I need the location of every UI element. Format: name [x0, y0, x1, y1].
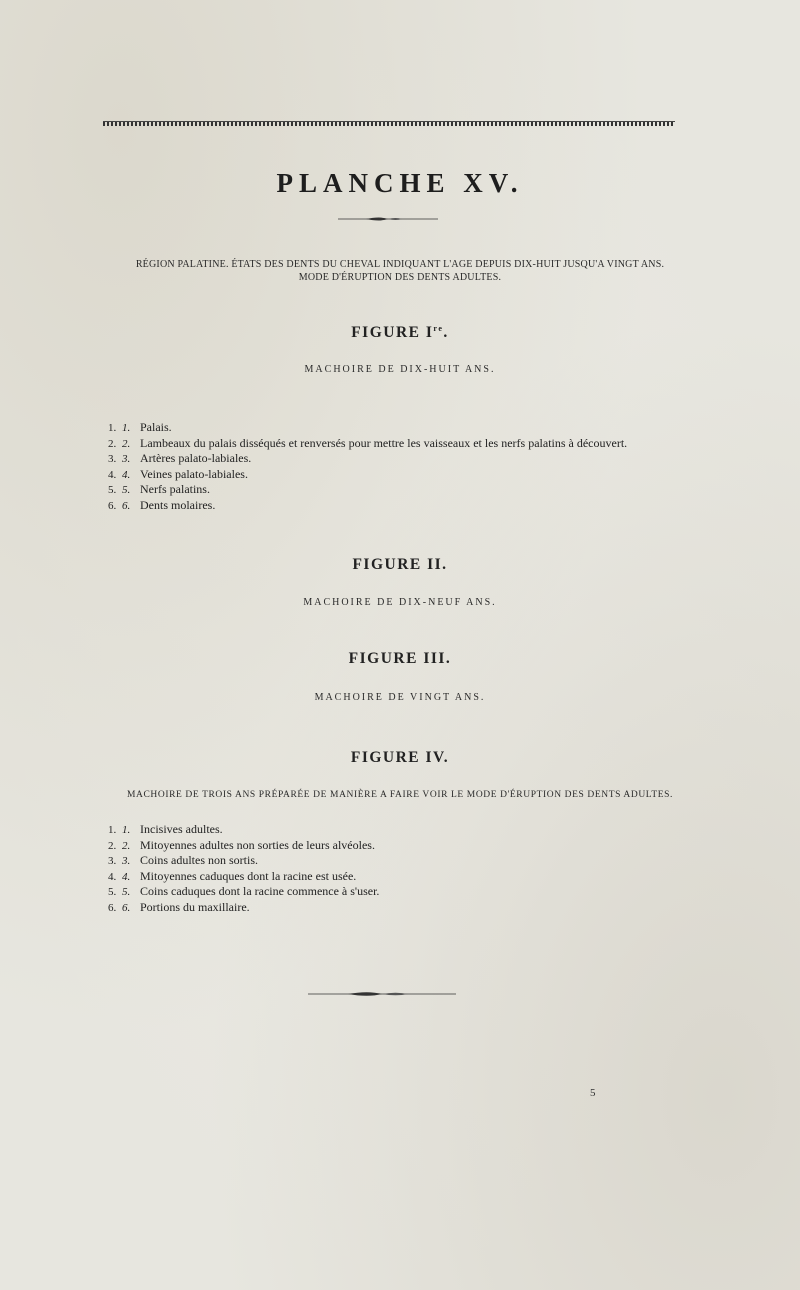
item-number-italic: 3.: [122, 855, 131, 867]
figure-4-subtitle: MACHOIRE DE TROIS ANS PRÉPARÉE DE MANIÈRE A FAIRE VOIR LE MODE D'ÉRUPTION DES DENTS ADULTES.: [126, 790, 674, 800]
figure-2-subtitle: MACHOIRE DE DIX-NEUF ANS.: [303, 597, 497, 608]
item-text: Artères palato-labiales.: [140, 451, 252, 465]
figure-1-title: [0, 324, 800, 342]
item-text: Lambeaux du palais disséqués et renversés pour mettre les vaisseaux et les nerfs palatins à découvert.: [140, 435, 628, 450]
item-number-italic: 2.: [122, 437, 131, 450]
item-text: Veines palato-labiales.: [140, 466, 248, 481]
item-text: Nerfs palatins.: [140, 482, 210, 496]
item-number: 1.: [108, 824, 117, 836]
title-ornament: [338, 215, 438, 223]
figure-1-title-end: .: [443, 324, 449, 342]
item-number-italic: 5.: [122, 886, 131, 898]
item-number: 1.: [108, 422, 117, 434]
item-number: 6.: [108, 901, 117, 914]
item-number: 3.: [108, 855, 117, 867]
item-number-italic: 6.: [122, 499, 131, 512]
legend-item: [108, 451, 627, 467]
legend-item: [108, 869, 379, 885]
legend-item: [108, 838, 379, 854]
figure-1-legend: [108, 420, 627, 513]
figure-4-title: FIGURE IV.: [350, 749, 450, 766]
figure-3-title: FIGURE III.: [348, 650, 452, 667]
closing-ornament: [308, 985, 456, 1003]
item-text: Mitoyennes adultes non sorties de leurs alvéoles.: [140, 837, 375, 852]
item-number-italic: 6.: [122, 901, 131, 914]
plate-title: PLANCHE XV.: [276, 168, 524, 198]
legend-item: [108, 498, 627, 514]
item-number-italic: 5.: [122, 484, 131, 496]
item-number-italic: 4.: [122, 870, 131, 883]
figure-3-subtitle: MACHOIRE DE VINGT ANS.: [314, 692, 486, 703]
figure-4-legend: [108, 822, 379, 915]
item-text: Palais.: [140, 420, 172, 434]
item-number: 4.: [108, 468, 117, 481]
item-number-italic: 4.: [122, 468, 131, 481]
page-number: 5: [590, 1087, 596, 1099]
item-number: 4.: [108, 870, 117, 883]
item-number: 6.: [108, 499, 117, 512]
figure-1-title-sup: re: [433, 324, 444, 333]
top-decorative-rule: [103, 121, 675, 126]
legend-item: [108, 822, 379, 838]
item-text: Portions du maxillaire.: [140, 899, 250, 914]
item-text: Dents molaires.: [140, 497, 216, 512]
plate-subtitle-line-1: RÉGION PALATINE. ÉTATS DES DENTS DU CHEVAL INDIQUANT L'AGE DEPUIS DIX-HUIT JUSQU'A VINGT ANS.: [135, 259, 665, 270]
item-number: 5.: [108, 484, 117, 496]
item-text: Mitoyennes caduques dont la racine est usée.: [140, 868, 357, 883]
figure-1-title-text: FIGURE I: [351, 324, 434, 342]
item-number-italic: 1.: [122, 824, 131, 836]
legend-item: [108, 436, 627, 452]
legend-item: [108, 884, 379, 900]
legend-item: [108, 482, 627, 498]
plate-subtitle-line-2: MODE D'ÉRUPTION DES DENTS ADULTES.: [298, 272, 502, 283]
item-text: Coins caduques dont la racine commence à s'user.: [140, 884, 380, 898]
item-number: 5.: [108, 886, 117, 898]
legend-item: [108, 900, 379, 916]
item-number: 2.: [108, 437, 117, 450]
item-number: 3.: [108, 453, 117, 465]
item-number-italic: 2.: [122, 839, 131, 852]
item-text: Coins adultes non sortis.: [140, 853, 259, 867]
item-number-italic: 1.: [122, 422, 131, 434]
legend-item: [108, 467, 627, 483]
legend-item: [108, 420, 627, 436]
figure-1-subtitle: MACHOIRE DE DIX-HUIT ANS.: [304, 364, 496, 375]
item-number-italic: 3.: [122, 453, 131, 465]
legend-item: [108, 853, 379, 869]
figure-2-title: FIGURE II.: [352, 556, 448, 573]
item-number: 2.: [108, 839, 117, 852]
item-text: Incisives adultes.: [140, 822, 223, 836]
